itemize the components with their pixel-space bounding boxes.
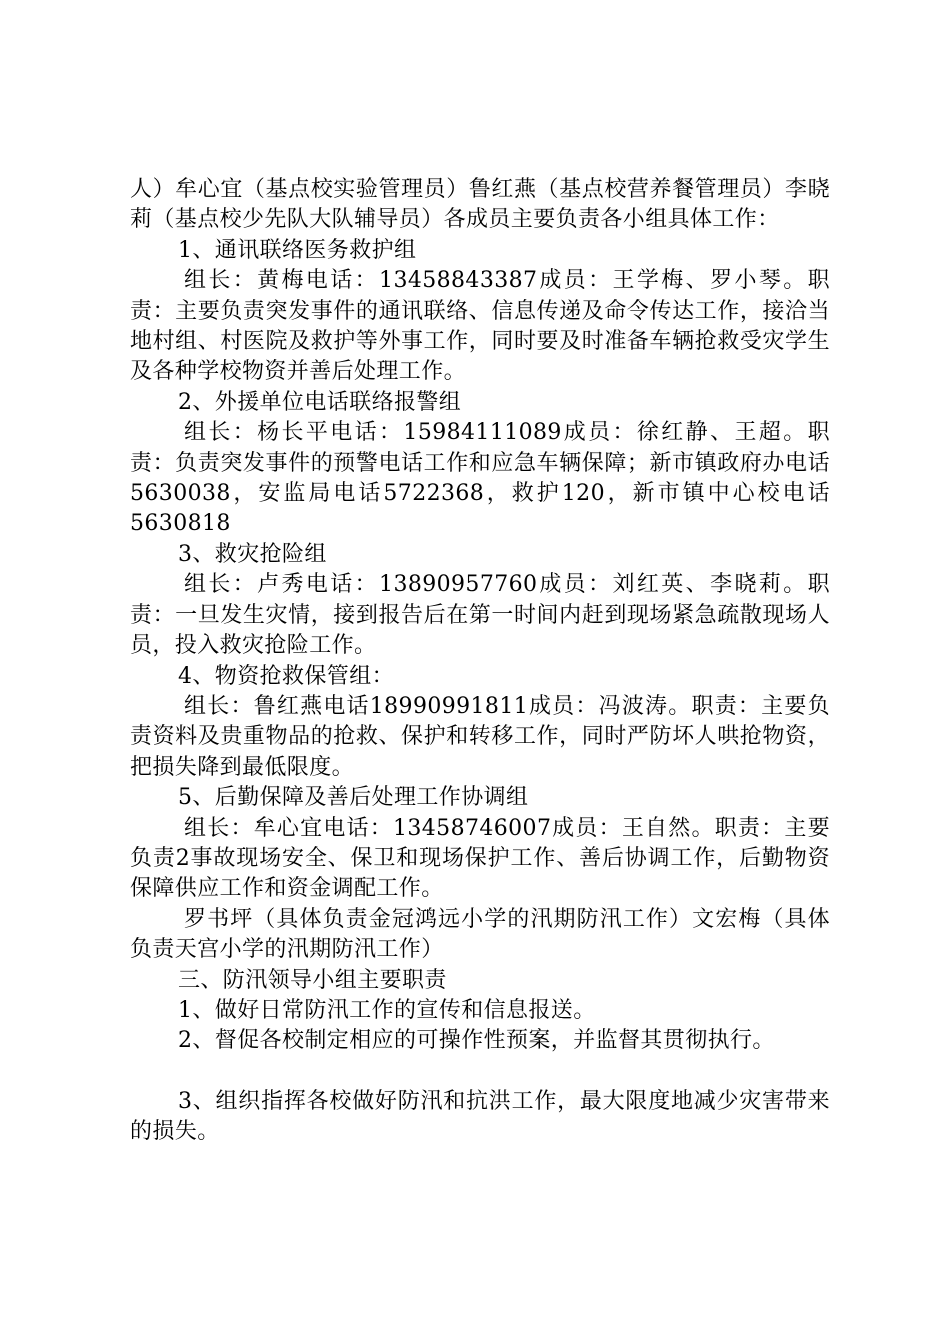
group-3-body: 组长：卢秀电话：13890957760成员：刘红英、李晓莉。职责：一旦发生灾情，接到报告后在第一时间内赶到现场紧急疏散现场人员，投入救灾抢险工作。: [130, 572, 830, 659]
duty-1: 1、做好日常防汛工作的宣传和信息报送。: [178, 997, 596, 1023]
document-page: [130, 175, 830, 1148]
intro-paragraph: 人）牟心宜（基点校实验管理员）鲁红燕（基点校营养餐管理员）李晓莉（基点校少先队大队辅导员）各成员主要负责各小组具体工作：: [130, 177, 830, 233]
group-5-heading: 5、后勤保障及善后处理工作协调组: [178, 785, 529, 811]
group-1-body: 组长：黄梅电话：13458843387成员：王学梅、罗小琴。职责：主要负责突发事件的通讯联络、信息传递及命令传达工作，接洽当地村组、村医院及救护等外事工作，同时要及时准备车辆抢救受灾学生及各种学校物资并善后处理工作。: [130, 268, 830, 385]
blank-line: [130, 1057, 830, 1087]
group-4-heading: 4、物资抢救保管组：: [178, 663, 394, 689]
group-1-heading: 1、通讯联络医务救护组: [178, 237, 417, 263]
duty-3: 3、组织指挥各校做好防汛和抗洪工作，最大限度地减少灾害带来的损失。: [130, 1088, 830, 1145]
group-2-body: 组长：杨长平电话：15984111089成员：徐红静、王超。职责：负责突发事件的预警电话工作和应急车辆保障；新市镇政府办电话5630038，安监局电话5722368，救护120，新市镇中心校电话5630818: [130, 420, 830, 537]
duty-2: 2、督促各校制定相应的可操作性预案，并监督其贯彻执行。: [178, 1028, 775, 1054]
group-4-body: 组长：鲁红燕电话18990991811成员：冯波涛。职责：主要负责资料及贵重物品的抢救、保护和转移工作，同时严防坏人哄抢物资，把损失降到最低限度。: [130, 693, 830, 780]
group-2-heading: 2、外援单位电话联络报警组: [178, 389, 462, 415]
other-members-paragraph: 罗书坪（具体负责金冠鸿远小学的汛期防汛工作）文宏梅（具体负责天宫小学的汛期防汛工作）: [130, 906, 830, 963]
section-3-heading: 三、防汛领导小组主要职责: [178, 967, 447, 993]
group-5-body: 组长：牟心宜电话：13458746007成员：王自然。职责：主要负责2事故现场安全、保卫和现场保护工作、善后协调工作，后勤物资保障供应工作和资金调配工作。: [130, 815, 830, 902]
group-3-heading: 3、救灾抢险组: [178, 541, 327, 567]
